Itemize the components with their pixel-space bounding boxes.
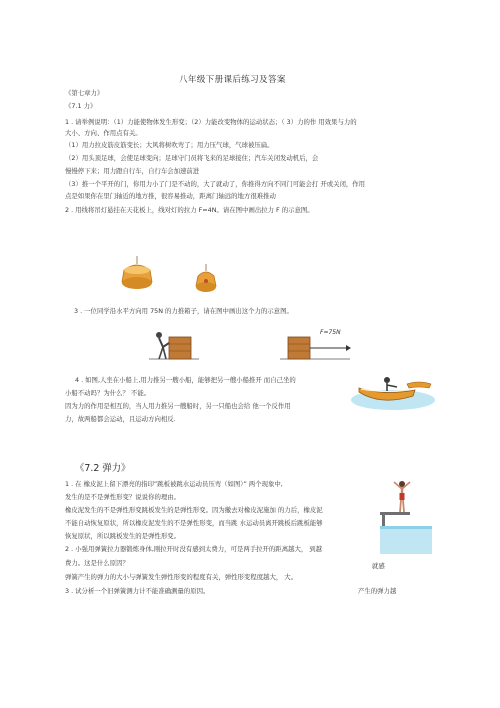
q72-3-side: 产生的弹力越	[358, 587, 397, 595]
q72-2-line3: 弹簧产生的弹力的大小与弹簧发生弹性形变的程度有关，弹性形变程度越大， 大。	[65, 573, 298, 581]
q1-answer2b: 慢慢停下来；用力蹬自行车，自行车会加速前进	[65, 167, 200, 175]
q72-1-line3: 橡皮泥发生的不是弹性形变跳板发生的是弹性形变。因为撤去对橡皮泥施加 的力后，橡皮泥	[65, 506, 323, 514]
box-push-figure-left	[149, 329, 199, 361]
q1-answer1: （1）用力拉皮筋皮筋变长；大风将树吹弯了；用力压气球，气球被压扁。	[65, 141, 274, 149]
q72-2-line2: 费力。这是什么原因？	[65, 559, 129, 567]
chapter-heading: 《第七章力》	[65, 89, 104, 97]
q72-1-line4: 不能自动恢复原状，所以橡皮泥发生的不是弹性形变，而当跳 水运动员离开跳板后跳板能够	[65, 519, 323, 527]
q3-text: 3 . 一位同学沿水平方向用 75N 的力推箱子，请在图中画出这个力的示意图。	[74, 307, 293, 315]
q4-line4: 力，故两船都会运动，且运动方向相反.	[65, 415, 176, 423]
page-title: 八年级下册课后练习及答案	[179, 75, 286, 85]
q4-line3: 因为力的作用是相互的，当人用力推另一艘船时，另一只船也会给 他一个反作用	[65, 402, 291, 410]
section-7-2-heading: 《7.2 弹力》	[75, 463, 131, 474]
q1-answer2: （2）用头顶足球，会使足球变向；足球守门员将飞来的足球接住；汽车关闭发动机后，会	[65, 154, 319, 162]
q1-answer3: （3）推一个平开的门，你用力小了门是不动的，大了就动了，你推得方向不同门可能会打 开或关闭，作用	[65, 180, 366, 188]
q2-text: 2 . 用线将吊灯悬挂在天花板上，线对灯的拉力 F=4N。请在图中画出拉力 F 的示意图。	[65, 206, 314, 214]
q72-1-line5: 恢复原状，所以跳板发生的是弹性形变。	[65, 532, 181, 540]
q4-line1: 4 . 如图,人坐在小船上,用力推另一艘小船，能够把另一艘小船推开 而自己坐的	[75, 376, 296, 384]
q1-line1: 1 . 请举例说明：（1）力能使物体发生形变；（2）力能改变物体的运动状态；（ 3）力的作 用效果与力的	[65, 118, 357, 126]
box-force-figure-right	[280, 323, 352, 361]
q72-2-line1: 2 . 小强用弹簧拉力器锻炼身体,刚拉开时没有感到太费力，可是两手拉开的距离越大， 到越	[65, 545, 323, 553]
q72-1-line1: 1 . 在 橡皮泥上留下漂亮的指印”跳板被跳水运动员压弯（如图）” 两个现象中,	[65, 480, 283, 488]
q4-line2: 小船不动吗？为什么？ 不能。	[65, 389, 151, 397]
q72-3-line1: 3 . 试分析一个旧弹簧测力计不能准确测量的原因。	[65, 587, 210, 595]
diver-figure	[380, 478, 432, 554]
q72-1-line2: 发生的是不是弹性形变？说说你的理由。	[65, 493, 181, 501]
boats-figure	[351, 370, 435, 410]
q72-2-side: 就感	[372, 562, 385, 570]
hanging-lamp-figure-right	[194, 264, 218, 296]
hanging-lamp-figure-left	[118, 256, 156, 296]
force-label: F=75N	[320, 329, 341, 336]
section-7-1-heading: 《7.1 力》	[65, 102, 97, 110]
q1-line2: 大小、方向、作用点有关。	[65, 129, 142, 137]
q1-answer3b: 点是如果你在里门轴近的地方推，很容易推动，距离门轴远的地方很难推动	[65, 192, 276, 200]
